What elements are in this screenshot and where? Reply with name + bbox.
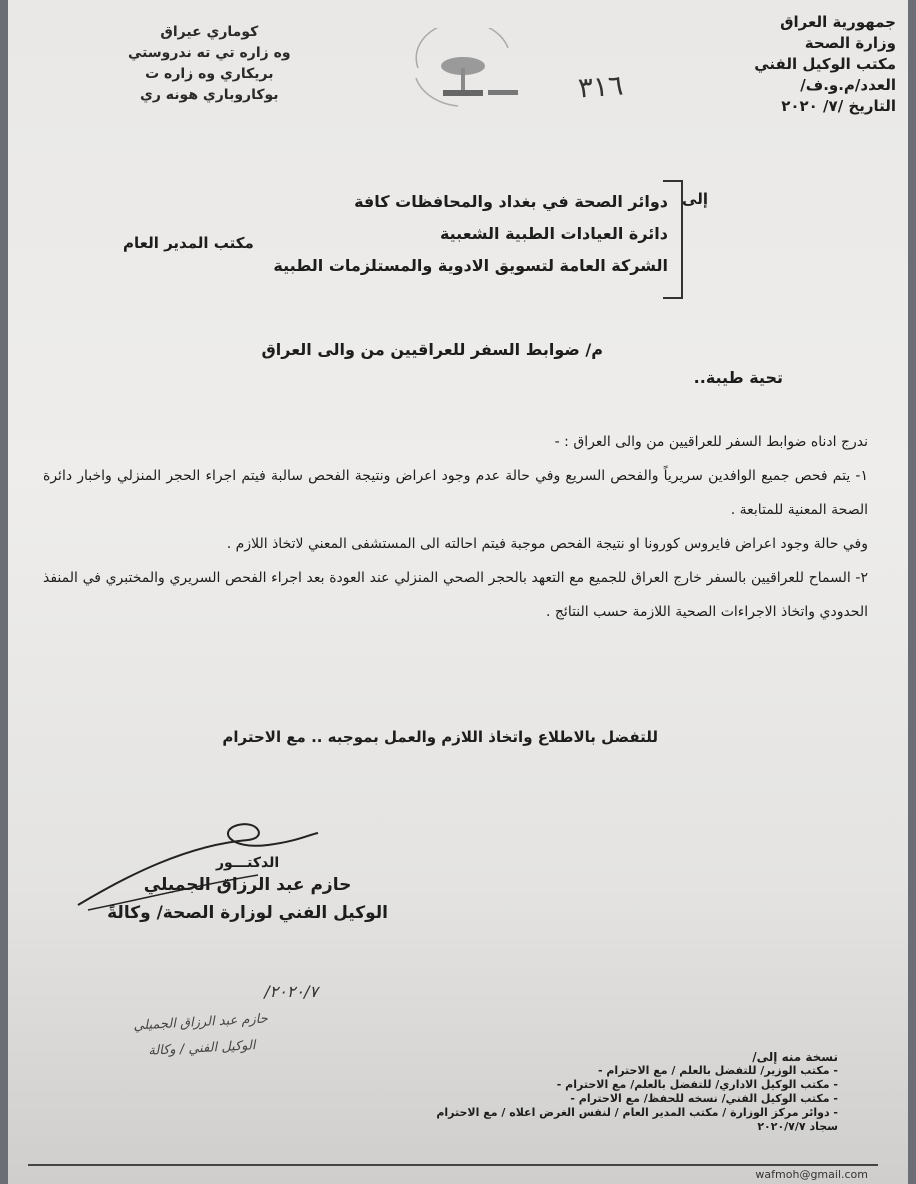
subject-line: م/ ضوابط السفر للعراقيين من والى العراق bbox=[261, 340, 603, 359]
reference-number: ٣١٦ bbox=[576, 68, 625, 105]
header-line: وزارة الصحة bbox=[804, 34, 896, 52]
header-line: بوكاروباري هونه ري bbox=[140, 87, 279, 103]
recipient-item: دائرة العيادات الطبية الشعبية bbox=[439, 224, 668, 243]
cc-item: - مكتب الوكيل الفني/ نسخه للحفظ/ مع الاحترام - bbox=[570, 1092, 838, 1105]
body-paragraph: ندرج ادناه ضوابط السفر للعراقيين من والى العراق : - bbox=[554, 434, 868, 450]
signature-title: الدكتـــور bbox=[215, 855, 280, 871]
handwritten-name-block bbox=[132, 1007, 269, 1066]
greeting: تحية طيبة.. bbox=[693, 368, 783, 387]
gm-office-label: مكتب المدير العام bbox=[123, 234, 254, 252]
cc-item: - مكتب الوزير/ للتفضل بالعلم / مع الاحترام - bbox=[597, 1064, 838, 1077]
header-ministry-block bbox=[754, 12, 896, 117]
ministry-logo-icon bbox=[388, 28, 538, 108]
handwritten-date: ٢٠٢٠/٧/ bbox=[264, 982, 318, 1001]
signature-name: حازم عبد الرزاق الجميلي bbox=[143, 875, 352, 895]
header-line: التاريخ /٧/ ٢٠٢٠ bbox=[781, 97, 896, 115]
recipient-item: دوائر الصحة في بغداد والمحافظات كافة bbox=[354, 192, 668, 211]
cc-heading: نسخة منه إلى/ bbox=[752, 1050, 838, 1064]
header-kurdish-block bbox=[128, 22, 291, 106]
header-line: كوماري عيراق bbox=[160, 24, 259, 40]
body-text bbox=[43, 425, 868, 629]
closing-line: للتفضل بالاطلاع واتخاذ اللازم والعمل بموجبه .. مع الاحترام bbox=[222, 728, 658, 746]
signature-role: الوكيل الفني لوزارة الصحة/ وكالةً bbox=[107, 903, 388, 923]
cc-item: سجاد ٢٠٢٠/٧/٧ bbox=[757, 1120, 838, 1133]
header-line: بريكاري وه زاره ت bbox=[145, 66, 274, 82]
recipients-list bbox=[273, 186, 668, 282]
document-page bbox=[8, 0, 908, 1184]
signature-block bbox=[107, 855, 388, 927]
cc-block bbox=[436, 1050, 838, 1134]
recipient-item: الشركة العامة لتسويق الادوية والمستلزمات الطبية bbox=[273, 256, 668, 275]
footer-divider bbox=[28, 1164, 878, 1166]
header-line: العدد/م.و.ف/ bbox=[800, 76, 896, 94]
body-paragraph: وفي حالة وجود اعراض فايروس كورونا او نتيجة الفحص موجبة فيتم احالته الى المستشفى المعني لاتخاذ اللازم . bbox=[226, 536, 868, 552]
body-paragraph: ١- يتم فحص جميع الوافدين سريرياً والفحص السريع وفي حالة عدم وجود اعراض ونتيجة الفحص سالبة فيتم اجراء الحجر المنزلي واخبار دائرة الصحة المعنية للمتابعة . bbox=[43, 468, 868, 518]
header-line: وه زاره تي ته ندروستي bbox=[128, 45, 291, 61]
footer-contact: wafmoh@gmail.com bbox=[755, 1168, 868, 1181]
header-line: جمهورية العراق bbox=[780, 13, 896, 31]
body-paragraph: ٢- السماح للعراقيين بالسفر خارج العراق للجميع مع التعهد بالحجر الصحي المنزلي عند العودة بعد اجراء الفحص السريري والمختبري في المنفذ الحدودي واتخاذ الاجراءات الصحية اللازمة حسب النتائج . bbox=[43, 570, 868, 620]
handwritten-line: حازم عبد الرزاق الجميلي bbox=[132, 1011, 268, 1034]
handwritten-line: الوكيل الفني / وكالة bbox=[147, 1038, 256, 1059]
header-line: مكتب الوكيل الفني bbox=[754, 55, 896, 73]
cc-item: - دوائر مركز الوزارة / مكتب المدير العام / لنفس الغرض اعلاه / مع الاحترام bbox=[436, 1106, 838, 1119]
cc-item: - مكتب الوكيل الاداري/ للتفضل بالعلم/ مع الاحترام - bbox=[556, 1078, 838, 1091]
to-label: إلى bbox=[682, 190, 708, 208]
